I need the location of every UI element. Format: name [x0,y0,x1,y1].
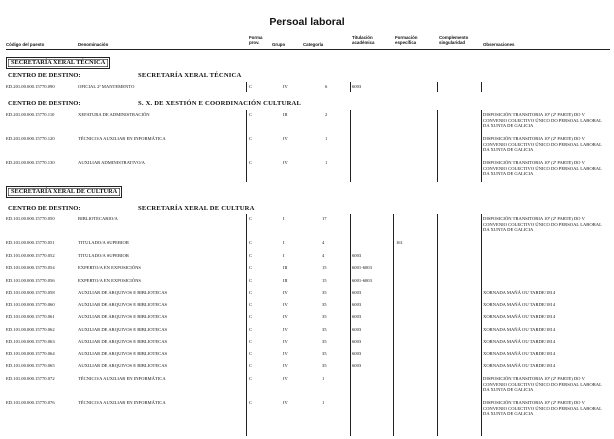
cell-denom: TITULADO/A SUPERIOR [78,253,129,258]
header-titulacion [352,35,374,45]
column-rule [481,214,482,436]
header-denominacion: Denominación [78,42,109,47]
cell-titulacion: 6003 [352,327,362,332]
cell-grupo: IV [283,84,288,89]
cell-denom: EXPERTO/A EN EXPOSICIÓNS [78,265,141,270]
column-rule [393,214,394,436]
header-observaciones: Observaciones [483,42,515,47]
cell-categoria: 35 [322,363,327,368]
cell-denom: AUXILIAR DE ARQUIVOS E BIBLIOTECAS [78,314,168,319]
cell-categoria: 35 [322,302,327,307]
cell-titulacion: 6001-6003 [352,265,372,270]
column-rule [246,110,247,182]
column-rule [246,214,247,436]
cell-observaciones: DISPOSICIÓN TRANSITORIA 10ª (2ª PARTE) DO V CONVENIO COLECTIVO ÚNICO DO PERSOAL LABORAL DA XUNTA DE GALICIA [483,376,602,393]
cell-grupo: IV [283,314,288,319]
cell-code: ED.101.00.000.15770.052 [6,253,55,258]
cell-forma: C [249,265,253,270]
header-complemento-line2: singularidad [439,40,466,45]
cell-forma: C [249,84,253,89]
header-categoria: Categoría [303,42,324,47]
header-titulacion-line1: Titulación [352,35,373,40]
cell-code: ED.101.00.000.15770.054 [6,265,55,270]
cell-code: ED.101.00.000.15770.072 [6,376,55,381]
cell-code: ED.101.00.000.15770.063 [6,339,55,344]
cell-grupo: IV [283,302,288,307]
column-rule [481,110,482,182]
header-forma-line1: Forma [249,35,263,40]
centre-label: CENTRO DE DESTINO: [8,72,81,79]
cell-code: ED.101.00.000.15770.056 [6,278,55,283]
cell-denom: AUXILIAR DE ARQUIVOS E BIBLIOTECAS [78,302,168,307]
cell-categoria: 35 [322,339,327,344]
cell-grupo: IV [283,160,288,165]
cell-code: ED.101.00.000.15770.062 [6,327,55,332]
cell-forma: C [249,363,253,368]
cell-categoria: 17 [322,216,327,221]
cell-observaciones: DISPOSICIÓN TRANSITORIA 10ª (2ª PARTE) DO V CONVENIO COLECTIVO ÚNICO DO PERSOAL LABORAL DA XUNTA DE GALICIA [483,136,602,153]
cell-titulacion: 6003 [352,351,362,356]
column-rule [437,214,438,436]
cell-observaciones: XORNADA MAÑÁ OU TARDE/1814 [483,339,556,344]
cell-categoria: 1 [325,160,328,165]
cell-code: ED.201.00.000.15770.130 [6,160,55,165]
cell-titulacion: 6003 [352,302,362,307]
cell-code: ED.201.00.000.15770.120 [6,136,55,141]
column-rule [350,110,351,182]
cell-observaciones: DISPOSICIÓN TRANSITORIA 10ª (2ª PARTE) DO V CONVENIO COLECTIVO ÚNICO DO PERSOAL LABORAL DA XUNTA DE GALICIA [483,216,602,233]
cell-code: ED.201.00.000.15770.090 [6,84,55,89]
header-complemento [439,35,468,45]
cell-categoria: 35 [322,314,327,319]
column-rule [437,110,438,182]
cell-forma: C [249,136,253,141]
cell-denom: AUXILIAR DE ARQUIVOS E BIBLIOTECAS [78,290,168,295]
cell-code: ED.101.00.000.15770.076 [6,400,55,405]
section-box: SECRETARÍA XERAL DE CULTURA [6,186,122,198]
cell-observaciones: XORNADA MAÑÁ OU TARDE/1814 [483,351,556,356]
cell-forma: C [249,253,253,258]
column-rule [350,82,351,92]
cell-categoria: 35 [322,327,327,332]
cell-titulacion: 6003 [352,253,362,258]
centre-label: CENTRO DE DESTINO: [8,205,81,212]
header-formacion [395,35,417,45]
cell-forma: C [249,400,253,405]
column-rule [481,82,482,92]
cell-denom: BIBLIOTECARIO/A [78,216,118,221]
header-forma [249,35,262,45]
cell-code: ED.101.00.000.15770.058 [6,290,55,295]
cell-grupo: I [283,253,285,258]
cell-denom: AUXILIAR DE ARQUIVOS E BIBLIOTECAS [78,351,168,356]
cell-categoria: 35 [322,290,327,295]
cell-grupo: IV [283,136,288,141]
cell-denom: AUXILIAR ADMINISTRATIVO/A [78,160,145,165]
cell-code: ED.101.00.000.15770.065 [6,363,55,368]
cell-categoria: 4 [322,253,325,258]
cell-forma: C [249,327,253,332]
cell-titulacion: 6003 [352,290,362,295]
column-rule [437,82,438,92]
cell-categoria: 35 [322,351,327,356]
header-forma-line2: prov. [249,40,260,45]
cell-grupo: IV [283,376,288,381]
cell-categoria: 1 [322,376,325,381]
cell-categoria: 6 [325,84,328,89]
cell-denom: AUXILIAR DE ARQUIVOS E BIBLIOTECAS [78,339,168,344]
cell-forma: C [249,112,253,117]
cell-categoria: 4 [322,240,325,245]
header-code: Código del puesto [6,42,45,47]
header-formacion-line2: específica [395,40,417,45]
cell-categoria: 15 [322,278,327,283]
column-rule [246,82,247,92]
cell-grupo: IV [283,400,288,405]
cell-grupo: I [283,240,285,245]
centre-name: S. X. DE XESTIÓN E COORDINACIÓN CULTURAL [138,100,302,107]
cell-code: ED.101.00.000.15770.064 [6,351,55,356]
cell-code: ED.101.00.000.15770.060 [6,302,55,307]
header-complemento-line1: Complemento [439,35,469,40]
header-titulacion-line2: académica [352,40,375,45]
cell-denom: TITULADO/A SUPERIOR [78,240,129,245]
cell-grupo: III [283,112,288,117]
cell-forma: C [249,160,253,165]
cell-forma: C [249,216,253,221]
cell-denom: TÉCNICO/A AUXILIAR EN INFORMÁTICA [78,400,166,405]
centre-name: SECRETARÍA XERAL TÉCNICA [138,72,242,79]
cell-categoria: 1 [322,400,325,405]
cell-observaciones: XORNADA MAÑÁ OU TARDE/1814 [483,302,556,307]
cell-denom: TÉCNICO/A AUXILIAR EN INFORMÁTICA [78,136,166,141]
cell-grupo: III [283,265,288,270]
cell-denom: OFICIAL 2ª MANTEMENTO [78,84,135,89]
cell-code: ED.201.00.000.15770.110 [6,112,55,117]
cell-code: ED.101.00.000.15770.061 [6,314,55,319]
column-rule [350,214,351,436]
cell-grupo: IV [283,327,288,332]
cell-forma: C [249,339,253,344]
cell-categoria: 2 [325,112,328,117]
cell-forma: C [249,376,253,381]
cell-observaciones: DISPOSICIÓN TRANSITORIA 10ª (2ª PARTE) DO V CONVENIO COLECTIVO ÚNICO DO PERSOAL LABORAL DA XUNTA DE GALICIA [483,160,602,177]
section-box: SECRETARÍA XERAL TÉCNICA [6,57,110,69]
cell-grupo: IV [283,351,288,356]
cell-forma: C [249,314,253,319]
cell-categoria: 15 [322,265,327,270]
header-rule [6,49,610,50]
cell-denom: TÉCNICO/A AUXILIAR EN INFORMÁTICA [78,376,166,381]
header-formacion-line1: Formación [395,35,418,40]
cell-categoria: 1 [325,136,328,141]
cell-denom: XEFATURA DE ADMINISTRACIÓN [78,112,150,117]
cell-titulacion: 6001-6003 [352,278,372,283]
cell-forma: C [249,351,253,356]
cell-titulacion: 6003 [352,339,362,344]
cell-code: ED.101.00.000.15770.050 [6,216,55,221]
cell-forma: C [249,278,253,283]
cell-observaciones: XORNADA MAÑÁ OU TARDE/1814 [483,363,556,368]
cell-grupo: IV [283,339,288,344]
cell-titulacion: 6003 [352,363,362,368]
header-grupo: Grupo [272,42,286,47]
cell-grupo: IV [283,363,288,368]
cell-grupo: I [283,216,285,221]
centre-name: SECRETARÍA XERAL DE CULTURA [138,205,255,212]
cell-grupo: III [283,278,288,283]
page-title: Persoal laboral [269,16,345,28]
cell-observaciones: DISPOSICIÓN TRANSITORIA 10ª (2ª PARTE) DO V CONVENIO COLECTIVO ÚNICO DO PERSOAL LABORAL DA XUNTA DE GALICIA [483,400,602,417]
cell-forma: C [249,240,253,245]
cell-grupo: IV [283,290,288,295]
centre-label: CENTRO DE DESTINO: [8,100,81,107]
cell-observaciones: XORNADA MAÑÁ OU TARDE/1814 [483,327,556,332]
cell-titulacion: 6003 [352,314,362,319]
cell-denom: AUXILIAR DE ARQUIVOS E BIBLIOTECAS [78,327,168,332]
cell-forma: C [249,290,253,295]
cell-titulacion: 6003 [352,84,362,89]
cell-denom: EXPERTO/A EN EXPOSICIÓNS [78,278,141,283]
cell-observaciones: XORNADA MAÑÁ OU TARDE/1814 [483,314,556,319]
cell-code: ED.101.00.000.15770.051 [6,240,55,245]
cell-denom: AUXILIAR DE ARQUIVOS E BIBLIOTECAS [78,363,168,368]
cell-observaciones: DISPOSICIÓN TRANSITORIA 10ª (2ª PARTE) DO V CONVENIO COLECTIVO ÚNICO DO PERSOAL LABORAL DA XUNTA DE GALICIA [483,112,602,129]
cell-formacion: 161 [396,240,403,245]
cell-forma: C [249,302,253,307]
cell-observaciones: XORNADA MAÑÁ OU TARDE/1814 [483,290,556,295]
